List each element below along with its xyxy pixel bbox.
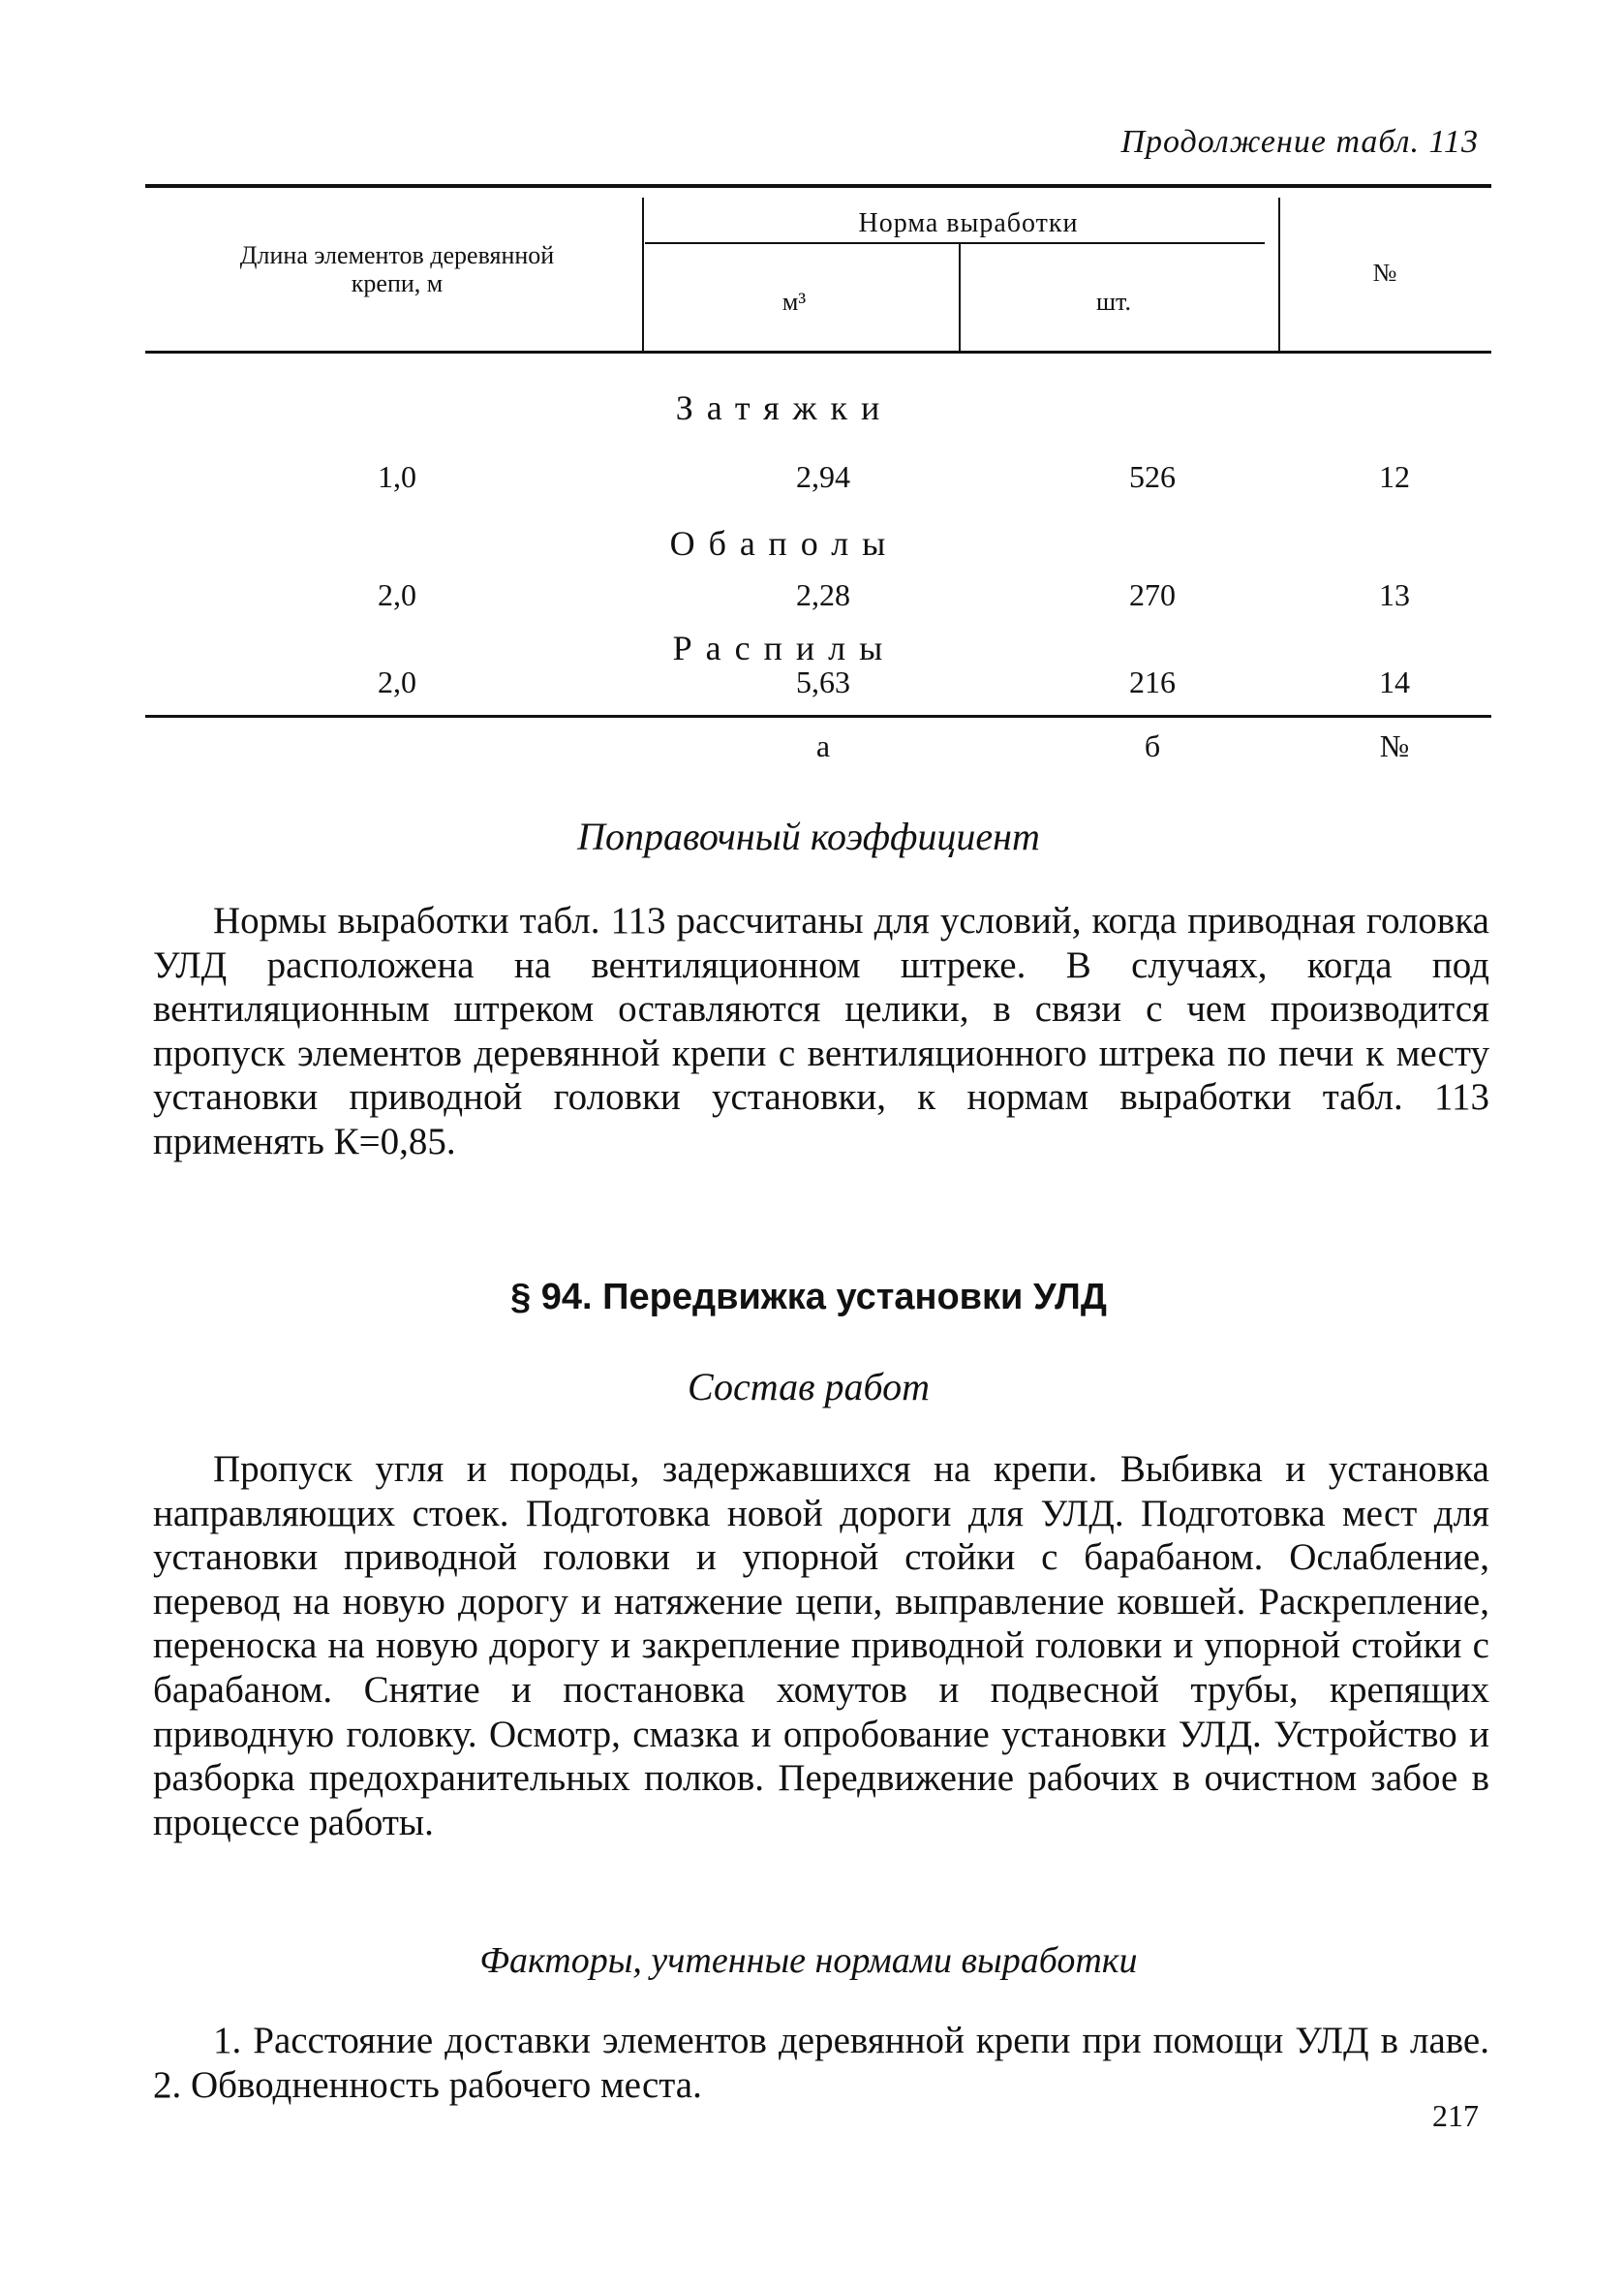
- cell-pcs: 270: [1129, 577, 1176, 612]
- table-bottom-rule: [145, 715, 1491, 718]
- correction-paragraph: [153, 899, 1489, 1164]
- cell-no: 13: [1379, 577, 1410, 612]
- header-divider-2: [959, 244, 961, 351]
- footer-a: а: [815, 728, 831, 763]
- header-divider-1: [642, 198, 644, 351]
- page-number: 217: [1432, 2098, 1479, 2133]
- work-composition-text: Пропуск угля и породы, задержавшихся на крепи. Выбивка и установка направляющих стоек. Подготовка новой дороги для УЛД. Подготовка мест для установки приводной головки и упорной стойки с барабаном. Ослабление, перевод на новую дорогу и натяжение цепи, выправление ковшей. Раскрепление, переноска на новую дорогу и закрепление приводной головки и упорной стойки с барабаном. Снятие и постановка хомутов и подвесной трубы, крепящих приводную головку. Осмотр, смазка и опробование установки УЛД. Устройство и разборка предохранительных полков. Передвижение рабочих в очистном забое в процессе работы.: [153, 1448, 1489, 1843]
- correction-text: Нормы выработки табл. 113 рассчитаны для условий, когда приводная головка УЛД расположена на вентиляционном штреке. В случаях, когда под вентиляционным штреком оставляются целики, в связи с чем производится пропуск элементов деревянной крепи с вентиляционного штрека по печи к месту установки приводной головки установки, к нормам выработки табл. 113 применять К=0,85.: [153, 900, 1489, 1162]
- cell-length: 2,0: [378, 665, 416, 699]
- factors-paragraph: [153, 2019, 1489, 2107]
- header-pcs: шт.: [1096, 288, 1131, 316]
- table-top-rule: [145, 184, 1491, 188]
- cell-m3: 2,94: [796, 459, 850, 494]
- cell-length: 1,0: [378, 459, 416, 494]
- cell-pcs: 526: [1129, 459, 1176, 494]
- header-m3: м³: [781, 288, 807, 316]
- header-divider-3: [1278, 198, 1280, 351]
- footer-no: №: [1379, 728, 1410, 763]
- cell-m3: 5,63: [796, 665, 850, 699]
- header-norm-rule: [645, 242, 1265, 244]
- section-title: Затяжки: [675, 388, 894, 427]
- factors-heading: Факторы, учтенные нормами выработки: [479, 1940, 1138, 1981]
- cell-no: 14: [1379, 665, 1410, 699]
- work-composition-paragraph: [153, 1447, 1489, 1844]
- work-composition-heading: Состав работ: [688, 1365, 930, 1408]
- correction-heading: Поправочный коэффициент: [577, 815, 1040, 858]
- section-title: Обаполы: [669, 524, 900, 563]
- cell-no: 12: [1379, 459, 1410, 494]
- cell-m3: 2,28: [796, 577, 850, 612]
- factors-text: 1. Расстояние доставки элементов деревянной крепи при помощи УЛД в лаве. 2. Обводненность рабочего места.: [153, 2020, 1489, 2106]
- footer-b: б: [1144, 728, 1161, 763]
- table-continuation-label: Продолжение табл. 113: [1120, 124, 1479, 160]
- cell-pcs: 216: [1129, 665, 1176, 699]
- cell-length: 2,0: [378, 577, 416, 612]
- header-bottom-rule: [145, 351, 1491, 354]
- header-norm: Норма выработки: [858, 208, 1079, 238]
- header-no: №: [1372, 259, 1397, 287]
- section-94-title: § 94. Передвижка установки УЛД: [510, 1277, 1107, 1317]
- header-length: Длина элементов деревянной крепи, м: [239, 241, 555, 297]
- section-title: Распилы: [672, 629, 897, 667]
